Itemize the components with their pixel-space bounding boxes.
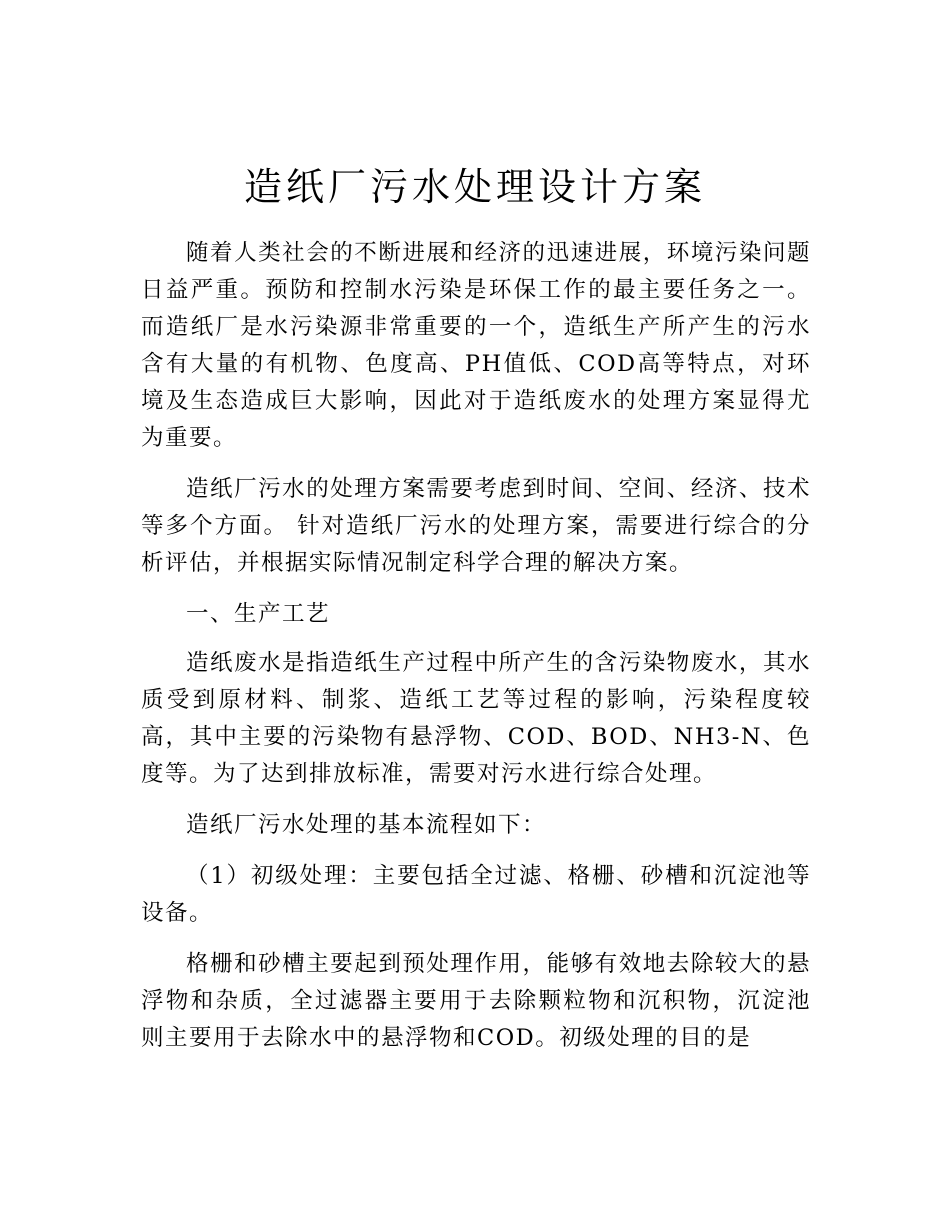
- document-body: [141, 235, 811, 1071]
- section-heading-production-process: 一、生产工艺: [186, 601, 331, 627]
- paragraph-considerations: 造纸厂污水的处理方案需要考虑到时间、空间、经济、技术等多个方面。 针对造纸厂污水的处理方案，需要进行综合的分析评估，并根据实际情况制定科学合理的解决方案。: [141, 476, 811, 576]
- paragraph-screening-details: 格栅和砂槽主要起到预处理作用，能够有效地去除较大的悬浮物和杂质，全过滤器主要用于去除颗粒物和沉积物，沉淀池则主要用于去除水中的悬浮物和COD。初级处理的目的是: [141, 951, 811, 1051]
- paragraph-flow-intro: 造纸厂污水处理的基本流程如下：: [186, 812, 547, 838]
- paragraph-primary-treatment: （1）初级处理：主要包括全过滤、格栅、砂槽和沉淀池等设备。: [141, 863, 811, 926]
- paragraph-wastewater-definition: 造纸废水是指造纸生产过程中所产生的含污染物废水，其水质受到原材料、制浆、造纸工艺等过程的影响，污染程度较高，其中主要的污染物有悬浮物、COD、BOD、NH3-N、色度等。为了达到排放标准，需要对污水进行综合处理。: [141, 650, 811, 787]
- paragraph-intro: 随着人类社会的不断进展和经济的迅速进展，环境污染问题日益严重。预防和控制水污染是环保工作的最主要任务之一。而造纸厂是水污染源非常重要的一个，造纸生产所产生的污水含有大量的有机物、色度高、PH值低、COD高等特点，对环境及生态造成巨大影响，因此对于造纸废水的处理方案显得尤为重要。: [141, 240, 811, 451]
- document-title: 造纸厂污水处理设计方案: [243, 165, 706, 209]
